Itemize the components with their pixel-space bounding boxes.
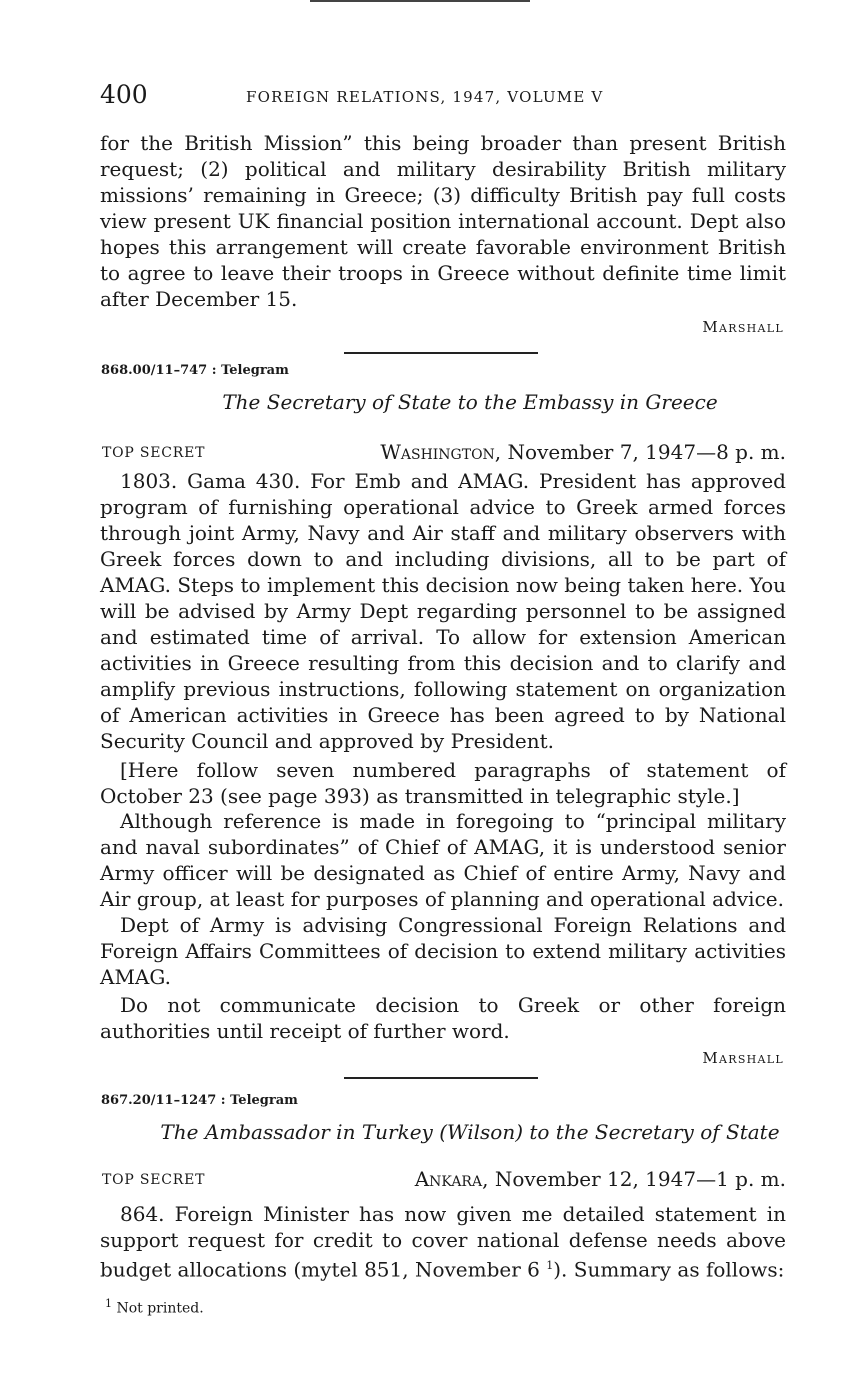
- dateline: [380, 440, 786, 464]
- continuation-paragraph: for the British Mission” this being broader than present British request; (2) political and military desirability British military missions’ remaining in Greece; (3) difficulty British pay full costs view present UK financial position international account. Dept also hopes this arrangement will create favorable environment British to agree to leave their troops in Greece without definite time limit after December 15.: [100, 131, 786, 311]
- document-reference: 868.00/11–747 : Telegram: [101, 363, 289, 378]
- classification-label: TOP SECRET: [102, 1172, 206, 1188]
- telegram-paragraph: [Here follow seven numbered paragraphs of statement of October 23 (see page 393) as transmitted in telegraphic style.]: [100, 758, 786, 808]
- section-divider: [344, 352, 538, 354]
- dateline-place: Washington,: [380, 440, 502, 464]
- footnote-mark: 1: [105, 1297, 112, 1310]
- signature-marshall-2: Marshall: [702, 1049, 784, 1067]
- document-heading: The Secretary of State to the Embassy in Greece: [222, 390, 718, 414]
- signature-marshall-1: Marshall: [702, 318, 784, 336]
- running-title: FOREIGN RELATIONS, 1947, VOLUME V: [246, 88, 604, 106]
- page-number: 400: [100, 80, 148, 109]
- running-head: [100, 80, 786, 116]
- dateline-date: November 12, 1947—1 p. m.: [494, 1167, 786, 1191]
- dateline-place: Ankara,: [414, 1167, 489, 1191]
- dateline-date: November 7, 1947—8 p. m.: [507, 440, 786, 464]
- classification-label: TOP SECRET: [102, 445, 206, 461]
- footnote-text: Not printed.: [116, 1300, 204, 1317]
- section-divider: [344, 1077, 538, 1079]
- paragraph-text: 864. Foreign Minister has now given me detailed statement in support request for credit to cover national defense needs above budget allocations (mytel 851, November 6: [100, 1202, 786, 1282]
- document-reference: 867.20/11–1247 : Telegram: [101, 1093, 298, 1108]
- telegram-paragraph: [100, 1201, 786, 1283]
- top-edge-mark: [310, 0, 530, 2]
- telegram-paragraph: Although reference is made in foregoing to “principal military and naval subordinates” of Chief of AMAG, it is understood senior Army officer will be designated as Chief of entire Army, Navy and Air group, at least for purposes of planning and operational advice.: [100, 809, 786, 911]
- classification-row: [100, 1167, 786, 1193]
- telegram-paragraph: Dept of Army is advising Congressional Foreign Relations and Foreign Affairs Committees of decision to extend military activities AMAG.: [100, 913, 786, 989]
- classification-row: [100, 440, 786, 466]
- footnote-reference: 1: [546, 1259, 554, 1272]
- footnote: [105, 1297, 204, 1317]
- dateline: [415, 1167, 786, 1191]
- telegram-paragraph: Do not communicate decision to Greek or other foreign authorities until receipt of further word.: [100, 993, 786, 1043]
- paragraph-text: ). Summary as follows:: [553, 1257, 785, 1282]
- telegram-paragraph: 1803. Gama 430. For Emb and AMAG. President has approved program of furnishing operational advice to Greek armed forces through joint Army, Navy and Air staff and military observers with Greek forces down to and including divisions, all to be part of AMAG. Steps to implement this decision now being taken here. You will be advised by Army Dept regarding personnel to be assigned and estimated time of arrival. To allow for extension American activities in Greece resulting from this decision and to clarify and amplify previous instructions, following statement on organization of American activities in Greece has been agreed to by National Security Council and approved by President.: [100, 469, 786, 753]
- document-heading: The Ambassador in Turkey (Wilson) to the Secretary of State: [160, 1120, 780, 1144]
